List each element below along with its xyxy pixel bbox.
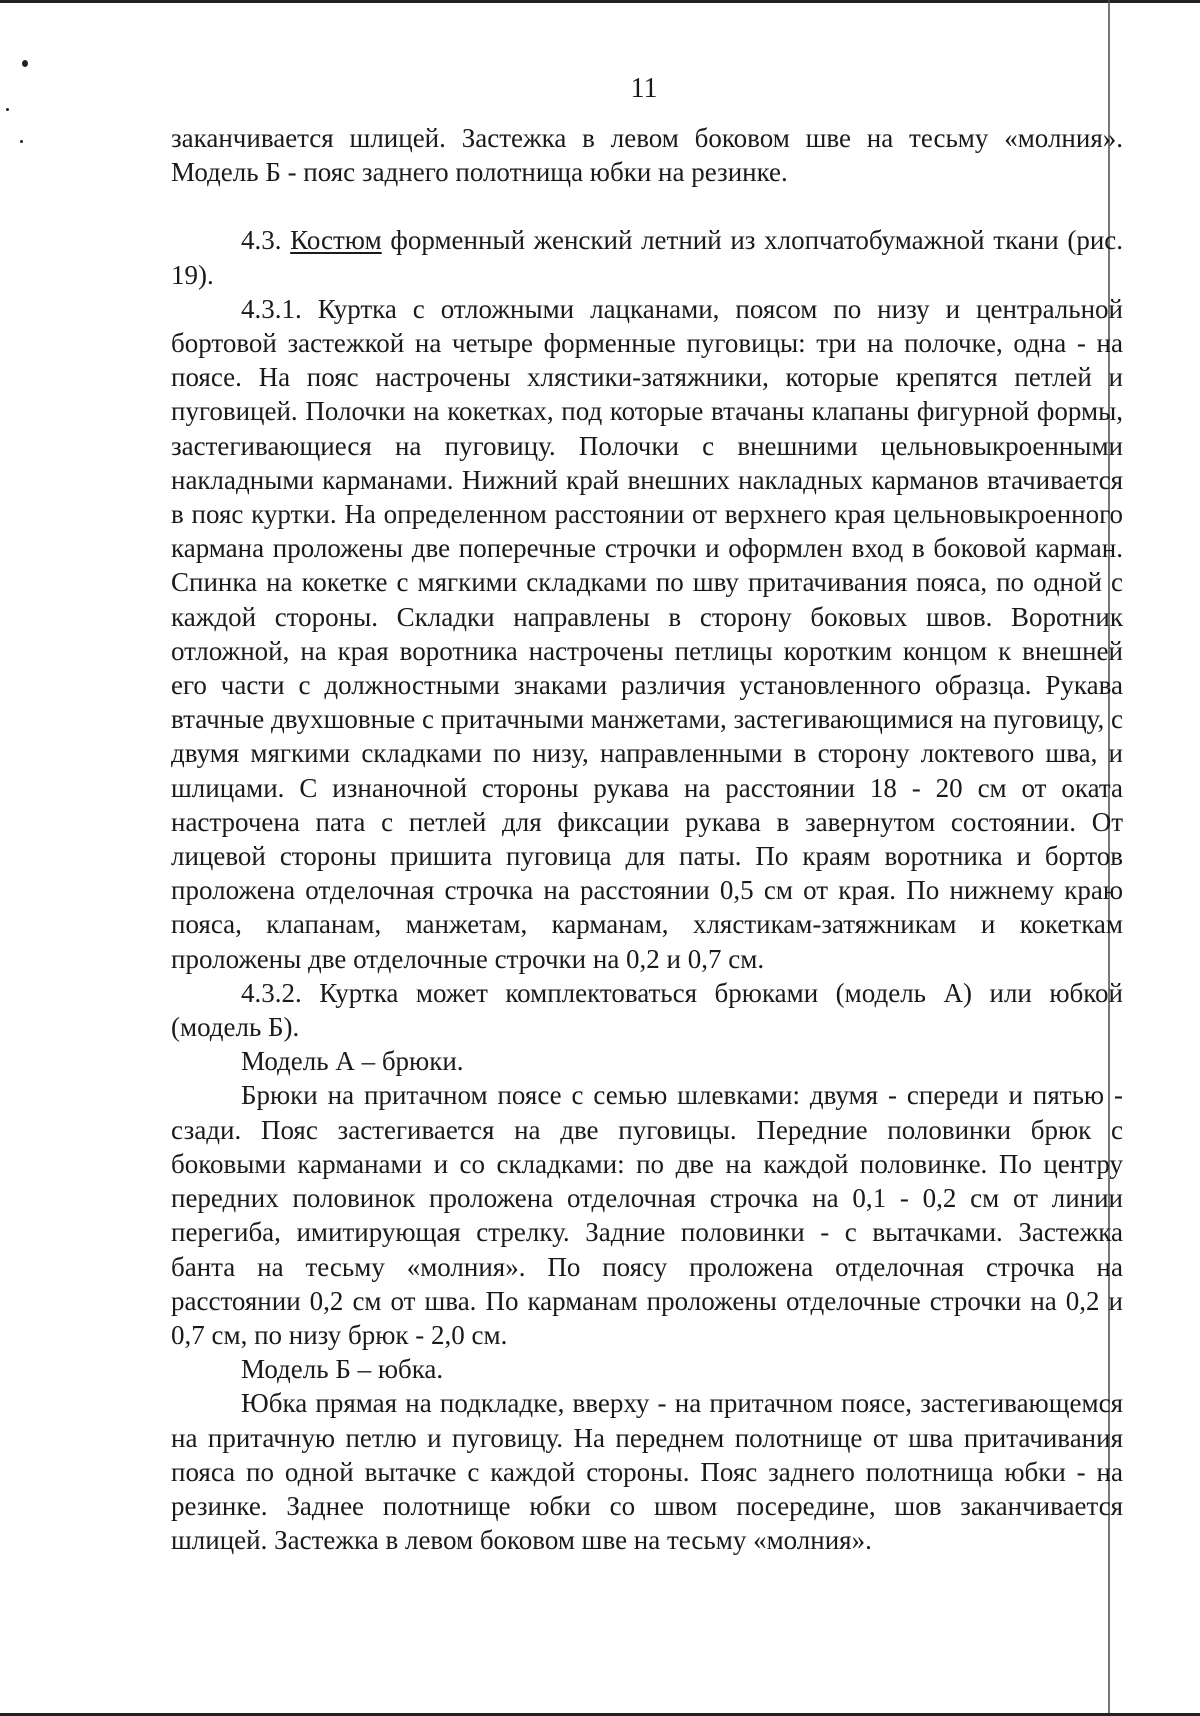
model-b-description: Юбка прямая на подкладке, вверху - на притачном поясе, застегивающемся на притачную петлю и пуговицу. На переднем полотнище от шва притачивания пояса по одной вытачке с каждой стороны. Пояс заднего полотнища юбки - на резинке. Заднее полотнище юбки со швом посередине, шов заканчивается шлицей. Застежка в левом боковом шве на тесьму «молния». <box>171 1388 1123 1556</box>
scan-speck <box>6 108 9 111</box>
model-a-description: Брюки на притачном поясе с семью шлевками: двумя - спереди и пятью - сзади. Пояс застегивается на две пуговицы. Передние половинки брюк с боковыми карманами и со складками: по две на каждой половинке. По центру передних половинок проложена отделочная строчка на 0,1 - 0,2 см от линии перегиба, имитирующая стрелку. Задние половинки - с вытачками. Застежка банта на тесьму «молния». По поясу проложена отделочная строчка на расстоянии 0,2 см от шва. По карманам проложены отделочные строчки на 0,2 и 0,7 см, по низу брюк - 2,0 см. <box>171 1080 1123 1350</box>
section-4-3-heading <box>171 223 1123 291</box>
scan-speck <box>20 140 23 143</box>
paragraph-gap <box>171 189 1123 223</box>
section-number: 4.3. <box>241 225 282 256</box>
intro-paragraph: заканчивается шлицей. Застежка в левом боковом шве на тесьму «молния». Модель Б - пояс заднего полотнища юбки на резинке. <box>171 123 1123 188</box>
section-title-underlined: Костюм <box>290 225 382 256</box>
model-b-heading: Модель Б – юбка. <box>241 1354 444 1385</box>
model-a-heading: Модель А – брюки. <box>241 1046 464 1077</box>
document-body <box>171 121 1123 1557</box>
section-title-rest: форменный женский летний из хлопчатобумажной ткани (рис. 19). <box>171 225 1124 290</box>
page-number: 11 <box>630 73 658 104</box>
scan-speck <box>22 60 28 67</box>
paragraph-4-3-1: 4.3.1. Куртка с отложными лацканами, поясом по низу и центральной бортовой застежкой на четыре форменные пуговицы: три на полочке, одна - на поясе. На пояс настрочены хлястики-затяжники, которые крепятся петлей и пуговицей. Полочки на кокетках, под которые втачаны клапаны фигурной формы, застегивающиеся на пуговицу. Полочки с внешними цельновыкроенными накладными карманами. Нижний край внешних накладных карманов втачивается в пояс куртки. На определенном расстоянии от верхнего края цельновыкроенного кармана проложены две поперечные строчки и оформлен вход в боковой карман. Спинка на кокетке с мягкими складками по шву притачивания пояса, по одной с каждой стороны. Складки направлены в сторону боковых швов. Воротник отложной, на края воротника настрочены петлицы коротким концом к внешней его части с должностными знаками различия установленного образца. Рукава втачные двухшовные с притачными манжетами, застегивающимися на пуговицу, с двумя мягкими складками по низу, направленными в сторону локтевого шва, и шлицами. С изнаночной стороны рукава на расстоянии 18 - 20 см от оката настрочена пата с петлей для фиксации рукава в завернутом состоянии. От лицевой стороны пришита пуговица для паты. По краям воротника и бортов проложена отделочная строчка на расстоянии 0,5 см от края. По нижнему краю пояса, клапанам, манжетам, карманам, хлястикам-затяжникам и кокеткам проложены две отделочные строчки на 0,2 и 0,7 см. <box>171 293 1123 974</box>
scan-top-edge <box>0 0 1200 3</box>
paragraph-4-3-2: 4.3.2. Куртка может комплектоваться брюками (модель А) или юбкой (модель Б). <box>171 977 1123 1043</box>
